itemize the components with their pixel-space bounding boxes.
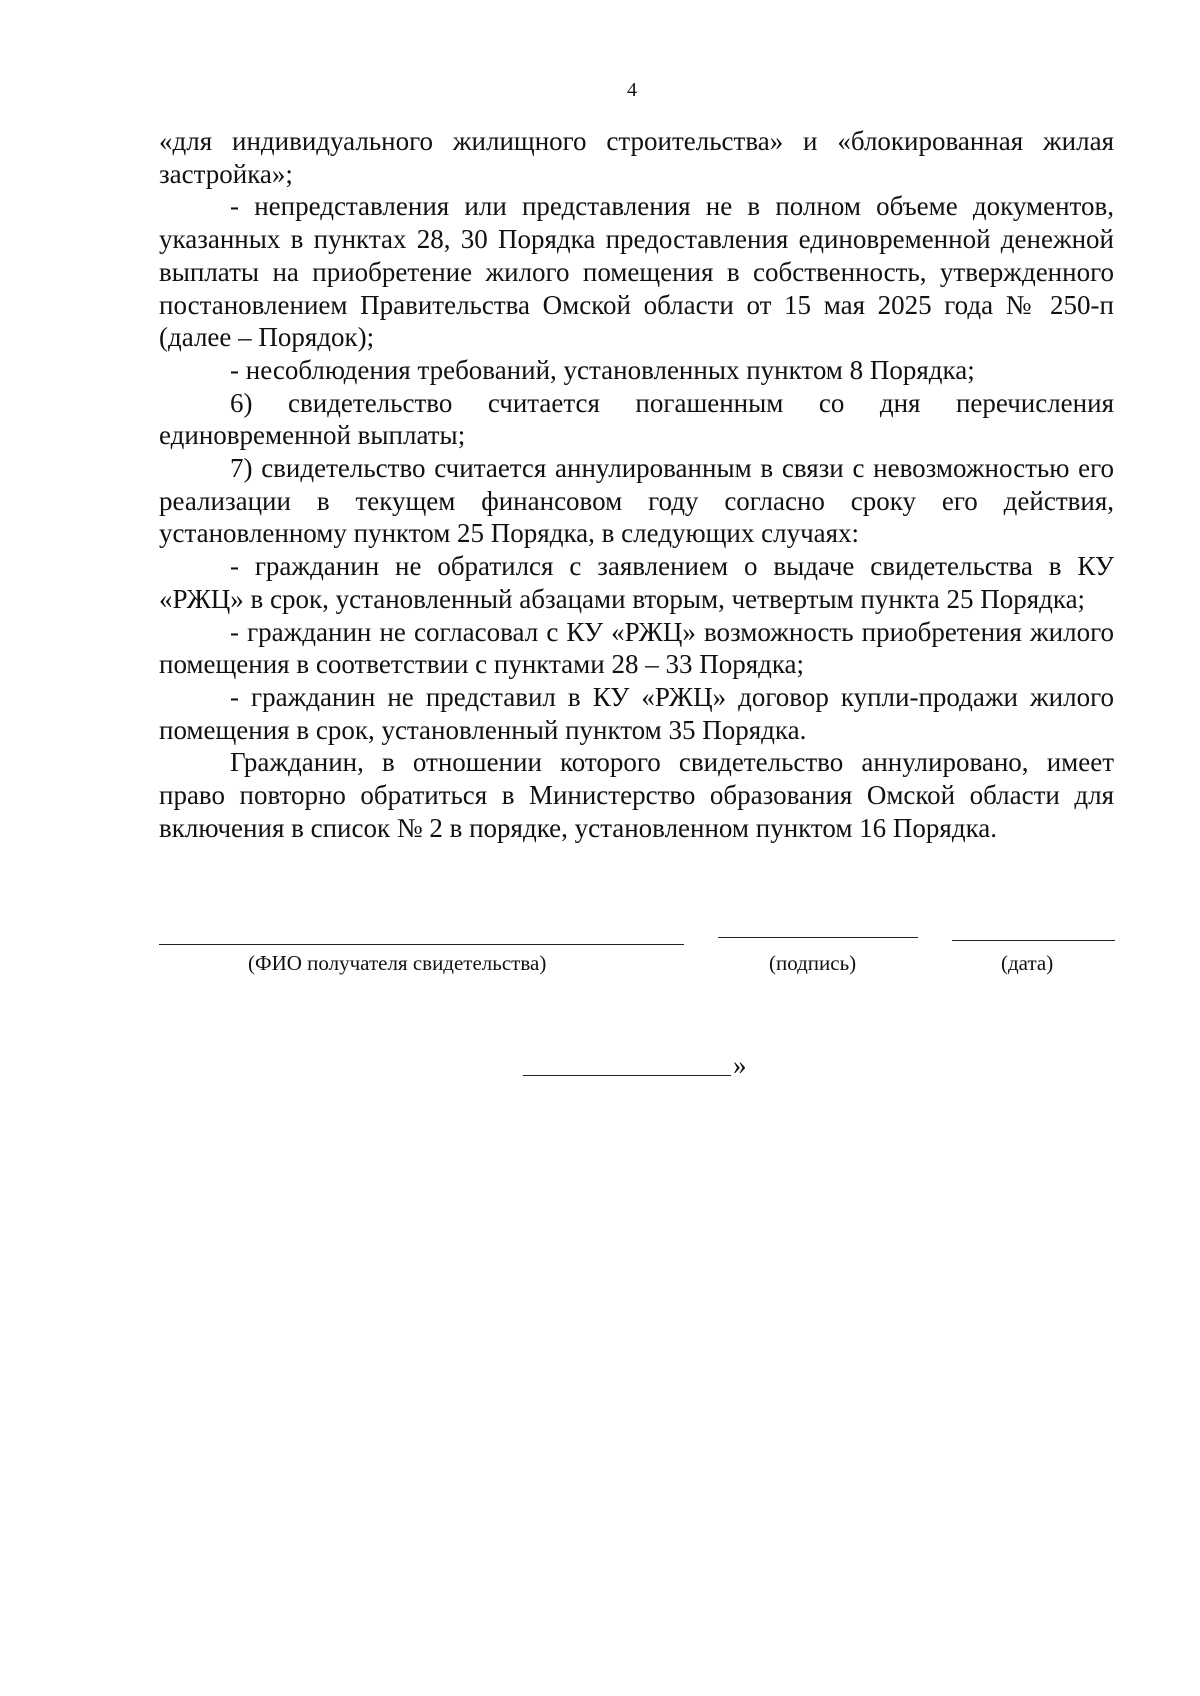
name-label: (ФИО получателя свидетельства) [248,951,547,975]
closing-quote-mark: » [733,1050,747,1080]
name-signature-line [159,944,684,945]
paragraph-case-no-contract: - гражданин не представил в КУ «РЖЦ» договор купли-продажи жилого помещения в срок, установленный пунктом 35 Порядка. [159,681,1114,745]
closing-blank-line [523,1075,731,1076]
paragraph-continuation: «для индивидуального жилищного строительства» и «блокированная жилая застройка»; [159,126,1114,189]
paragraph-item-7: 7) свидетельство считается аннулированным в связи с невозможностью его реализации в текущем финансовом году согласно сроку его действия, установленному пунктом 25 Порядка, в следующих случаях: [159,453,1114,549]
signature-label: (подпись) [769,951,857,975]
paragraph-item-6: 6) свидетельство считается погашенным со дня перечисления единовременной выплаты; [159,387,1114,451]
paragraph-reapply-right: Гражданин, в отношении которого свидетельство аннулировано, имеет право повторно обратиться в Министерство образования Омской области для включения в список № 2 в порядке, установленном пунктом 16 Порядка. [159,747,1114,843]
paragraph-requirements-not-met: - несоблюдения требований, установленных пунктом 8 Порядка; [230,354,975,385]
date-line [952,940,1115,941]
document-body [159,125,1114,844]
date-label: (дата) [1001,951,1054,975]
paragraph-case-no-application: - гражданин не обратился с заявлением о выдаче свидетельства в КУ «РЖЦ» в срок, установленный абзацами вторым, четвертым пункта 25 Порядка; [159,551,1114,614]
page-number: 4 [627,79,637,101]
signature-line [718,937,918,938]
paragraph-case-not-agreed: - гражданин не согласовал с КУ «РЖЦ» возможность приобретения жилого помещения в соответствии с пунктами 28 – 33 Порядка; [159,616,1114,680]
paragraph-documents-not-submitted: - непредставления или представления не в полном объеме документов, указанных в пунктах 28, 30 Порядка предоставления единовременной денежной выплаты на приобретение жилого помещения в собственность, утвержденного постановлением Правительства Омской области от 15 мая 2025 года № 250-п (далее – Порядок); [159,191,1114,353]
